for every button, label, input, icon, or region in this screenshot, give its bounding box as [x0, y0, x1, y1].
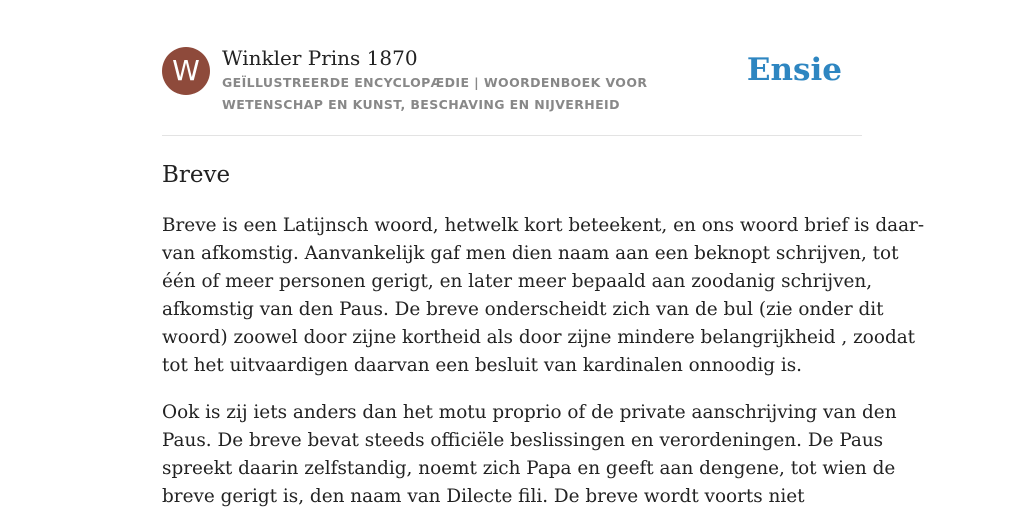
text-line: Breve is een Latijnsch woord, hetwelk kort beteekent, en ons woord brief is daar-: [162, 215, 925, 236]
text-line: één of meer personen gerigt, en later meer bepaald aan zoodanig schrijven,: [162, 271, 873, 292]
text-line: breve gerigt is, den naam van Dilecte fili. De breve wordt voorts niet: [162, 486, 805, 507]
text-line: spreekt daarin zelfstandig, noemt zich Papa en geeft aan dengene, tot wien de: [162, 458, 896, 479]
article-title: Breve: [162, 162, 231, 188]
text-line: Paus. De breve bevat steeds officiële beslissingen en verordeningen. De Paus: [162, 430, 884, 451]
article-paragraph: [162, 212, 925, 380]
ensie-logo[interactable]: Ensie: [746, 52, 842, 88]
article-paragraph: [162, 399, 897, 511]
source-header: [162, 46, 862, 116]
header-divider: [162, 135, 862, 136]
text-line: afkomstig van den Paus. De breve onderscheidt zich van de bul (zie onder dit: [162, 299, 884, 320]
text-line: tot het uitvaardigen daarvan een besluit van kardinalen onnoodig is.: [162, 355, 803, 376]
text-line: woord) zoowel door zijne kortheid als door zijne mindere belangrijkheid , zoodat: [162, 327, 916, 348]
text-line: Ook is zij iets anders dan het motu proprio of de private aanschrijving van den: [162, 402, 897, 423]
source-title[interactable]: Winkler Prins 1870: [222, 46, 418, 70]
text-line: van afkomstig. Aanvankelijk gaf men dien naam aan een beknopt schrijven, tot: [162, 243, 899, 264]
source-avatar[interactable]: W: [162, 47, 210, 95]
article-body: [162, 212, 925, 512]
source-subtitle: GEÏLLUSTREERDE ENCYCLOPÆDIE | WOORDENBOEK VOOR WETENSCHAP EN KUNST, BESCHAVING EN NIJVERHEID: [222, 75, 648, 112]
